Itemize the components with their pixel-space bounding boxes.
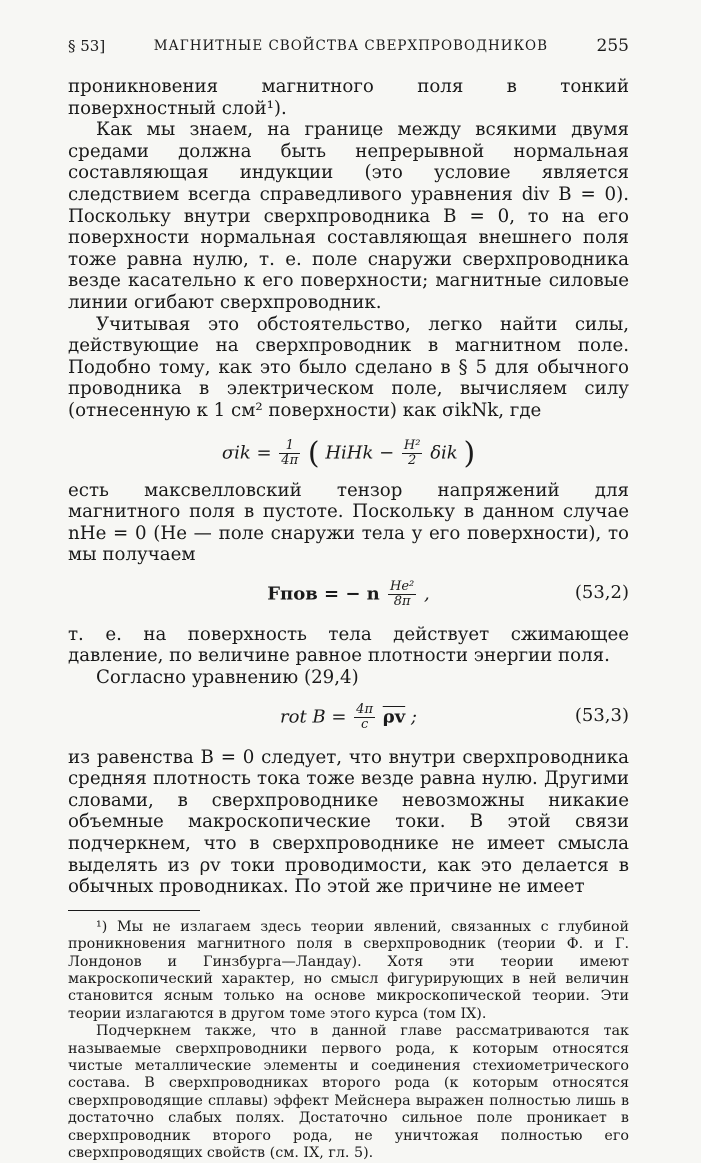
running-title: МАГНИТНЫЕ СВОЙСТВА СВЕРХПРОВОДНИКОВ	[153, 38, 549, 54]
footnote-rule	[68, 910, 200, 911]
eq-tail: ,	[424, 583, 430, 605]
paren-close: )	[463, 435, 476, 471]
section-ref: § 53]	[68, 37, 106, 55]
paragraph: проникновения магнитного поля в тонкий поверхностный слой¹).	[68, 76, 629, 119]
eq-rhs: $\overline{\rho v}$	[382, 706, 406, 728]
equation-number: (53,3)	[574, 704, 629, 726]
fraction	[354, 703, 375, 732]
fraction	[388, 580, 416, 609]
frac-num: H²	[403, 437, 421, 453]
eq-lhs: rot B =	[280, 706, 353, 728]
frac-num: 1	[279, 439, 300, 454]
eq-body: δik	[430, 442, 458, 463]
equation-number: (53,2)	[574, 581, 629, 603]
eq-tail: ;	[410, 706, 417, 728]
eq-lhs: Fпов = − n	[267, 583, 387, 605]
equation-53-2	[68, 566, 629, 624]
equation-53-3	[68, 689, 629, 747]
footnote: ¹) Мы не излагаем здесь теории явлений, связанных с глубиной проникновения магнитного поля в сверхпроводник (теории Ф. и Г. Лондонов и Гинзбурга—Ландау). Хотя эти теории имеют макроскопический характер, но смысл фигурирующих в ней величин становится ясным только на основе микроскопической теории. Эти теории излагаются в другом томе этого курса (том IX).	[68, 918, 629, 1022]
fraction	[279, 439, 300, 468]
paragraph: есть максвелловский тензор напряжений для магнитного поля в пустоте. Поскольку в данном случае nHe = 0 (He — поле снаружи тела у его поверхности), то мы получаем	[68, 479, 629, 566]
eq-lhs: σik =	[221, 442, 278, 463]
equation-maxwell-tensor	[68, 422, 629, 480]
frac-num: 4π	[356, 701, 373, 717]
eq-body: HiHk −	[325, 442, 400, 463]
paragraph: Как мы знаем, на границе между всякими двумя средами должна быть непрерывной нормальная составляющая индукции (это условие является следствием всегда справедливого уравнения div B = 0). Поскольку внутри сверхпроводника B = 0, то на его поверхности нормальная составляющая внешнего поля тоже равна нулю, т. е. поле снаружи сверхпроводника везде касательно к его поверхности; магнитные силовые линии огибают сверхпроводник.	[68, 119, 629, 313]
frac-den: 4π	[281, 452, 299, 468]
page-header	[68, 34, 629, 58]
paragraph: из равенства B = 0 следует, что внутри сверхпроводника средняя плотность тока тоже везде равна нулю. Другими словами, в сверхпроводнике невозможны никакие объемные макроскопические токи. В этой связи подчеркнем, что в сверхпроводнике не имеет смысла выделять из ρv токи проводимости, как это делается в обычных проводниках. По этой же причине не имеет	[68, 746, 629, 898]
frac-den: c	[360, 716, 369, 732]
paragraph: т. е. на поверхность тела действует сжимающее давление, по величине равное плотности энергии поля.	[68, 623, 629, 667]
page-number: 255	[596, 36, 629, 56]
frac-num: He²	[390, 578, 415, 594]
footnotes	[68, 919, 629, 1163]
frac-den: 8π	[393, 593, 411, 609]
footnote: Подчеркнем также, что в данной главе рассматриваются так называемые сверхпроводники первого рода, к которым относятся чистые металлические элементы и соединения стехиометрического состава. В сверхпроводниках второго рода (к которым относятся сверхпроводящие сплавы) эффект Мейснера выражен полностью лишь в достаточно слабых полях. Достаточно сильное поле проникает в сверхпроводник второго рода, не уничтожая полностью его сверхпроводящих свойств (см. IX, гл. 5).	[68, 1023, 629, 1162]
frac-den: 2	[408, 452, 417, 468]
paragraph: Учитывая это обстоятельство, легко найти силы, действующие на сверхпроводник в магнитном поле. Подобно тому, как это было сделано в § 5 для обычного проводника в электрическом поле, вычисляем силу (отнесенную к 1 см² поверхности) как σikNk, где	[68, 313, 629, 421]
paren-open: (	[307, 435, 320, 471]
paragraph: Согласно уравнению (29,4)	[96, 667, 359, 689]
fraction	[402, 439, 423, 468]
